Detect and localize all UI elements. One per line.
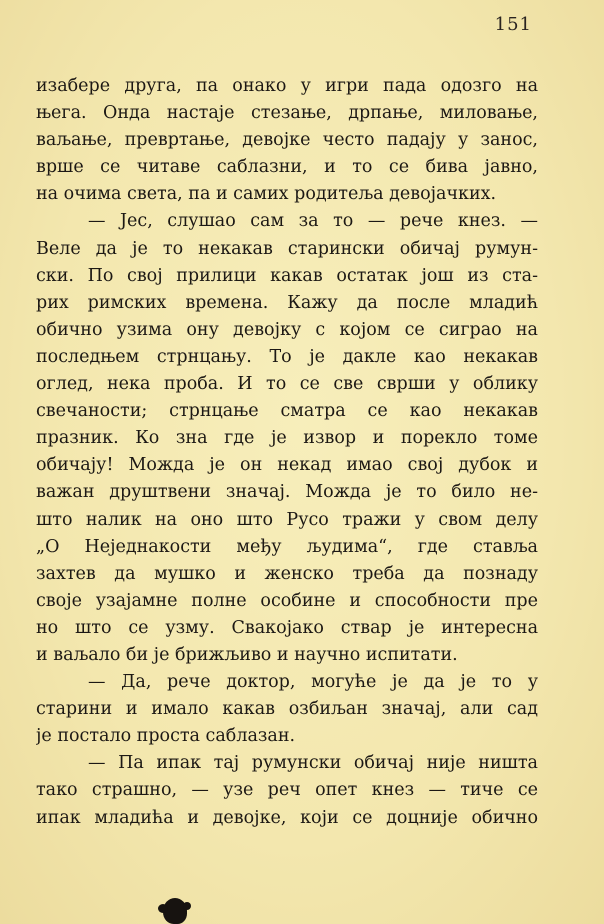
- ink-blot: [163, 898, 187, 924]
- text-line: свечаности; стрнцање сматра се као некакав: [36, 401, 538, 422]
- text-line: изабере друга, па онако у игри пада одозго на: [36, 76, 538, 96]
- text-line: тако страшно, — узе реч опет кнез — тиче се: [36, 780, 538, 801]
- text-line: своје узајамне полне особине и способности пре: [36, 590, 538, 611]
- text-line: захтев да мушко и женско треба да познаду: [36, 563, 538, 584]
- text-line: на очима света, па и самих родитеља девојачких.: [36, 184, 497, 205]
- text-line: и ваљало би је брижљиво и научно испитати.: [36, 644, 458, 665]
- text-line: обичају! Можда је он некад имао свој дубок и: [36, 455, 538, 476]
- text-line: — Па ипак тај румунски обичај није ништа: [88, 753, 538, 774]
- text-line: празник. Ко зна где је извор и порекло томе: [36, 428, 538, 449]
- text-line: што налик на оно што Русо тражи у свом делу: [36, 509, 538, 530]
- text-line: старини и имало какав озбиљан значај, али сад: [36, 699, 538, 720]
- text-line: њега. Онда настаје стезање, дрпање, миловање,: [36, 103, 538, 124]
- text-line: „О Неједнакости међу људима“, где ставља: [36, 536, 538, 557]
- text-line: ски. По свој прилици какав остатак још из ста-: [36, 265, 538, 286]
- text-line: ваљање, превртање, девојке често падају у занос,: [36, 130, 538, 151]
- body-text: [36, 73, 538, 832]
- text-line: је постало проста саблазан.: [36, 726, 296, 747]
- text-line: обично узима ону девојку с којом се сиграо на: [36, 319, 538, 340]
- text-line: но што се узму. Свакојако ствар је интересна: [36, 617, 538, 638]
- text-line: — Јес, слушао сам за то — рече кнез. —: [88, 211, 538, 232]
- text-line: ипак младића и девојке, који се доцније обично: [36, 807, 538, 828]
- text-line: — Да, рече доктор, могуће је да је то у: [88, 672, 538, 693]
- text-line: врше се читаве саблазни, и то се бива јавно,: [36, 157, 538, 178]
- page-number: 151: [494, 14, 532, 35]
- text-line: последњем стрнцању. То је дакле као некакав: [36, 346, 538, 367]
- text-line: рих римских времена. Кажу да после младић: [36, 292, 538, 313]
- text-line: важан друштвени значај. Можда је то било не-: [36, 482, 538, 503]
- text-line: Веле да је то некакав старински обичај румун-: [36, 238, 538, 259]
- text-line: оглед, нека проба. И то се све сврши у облику: [36, 374, 538, 395]
